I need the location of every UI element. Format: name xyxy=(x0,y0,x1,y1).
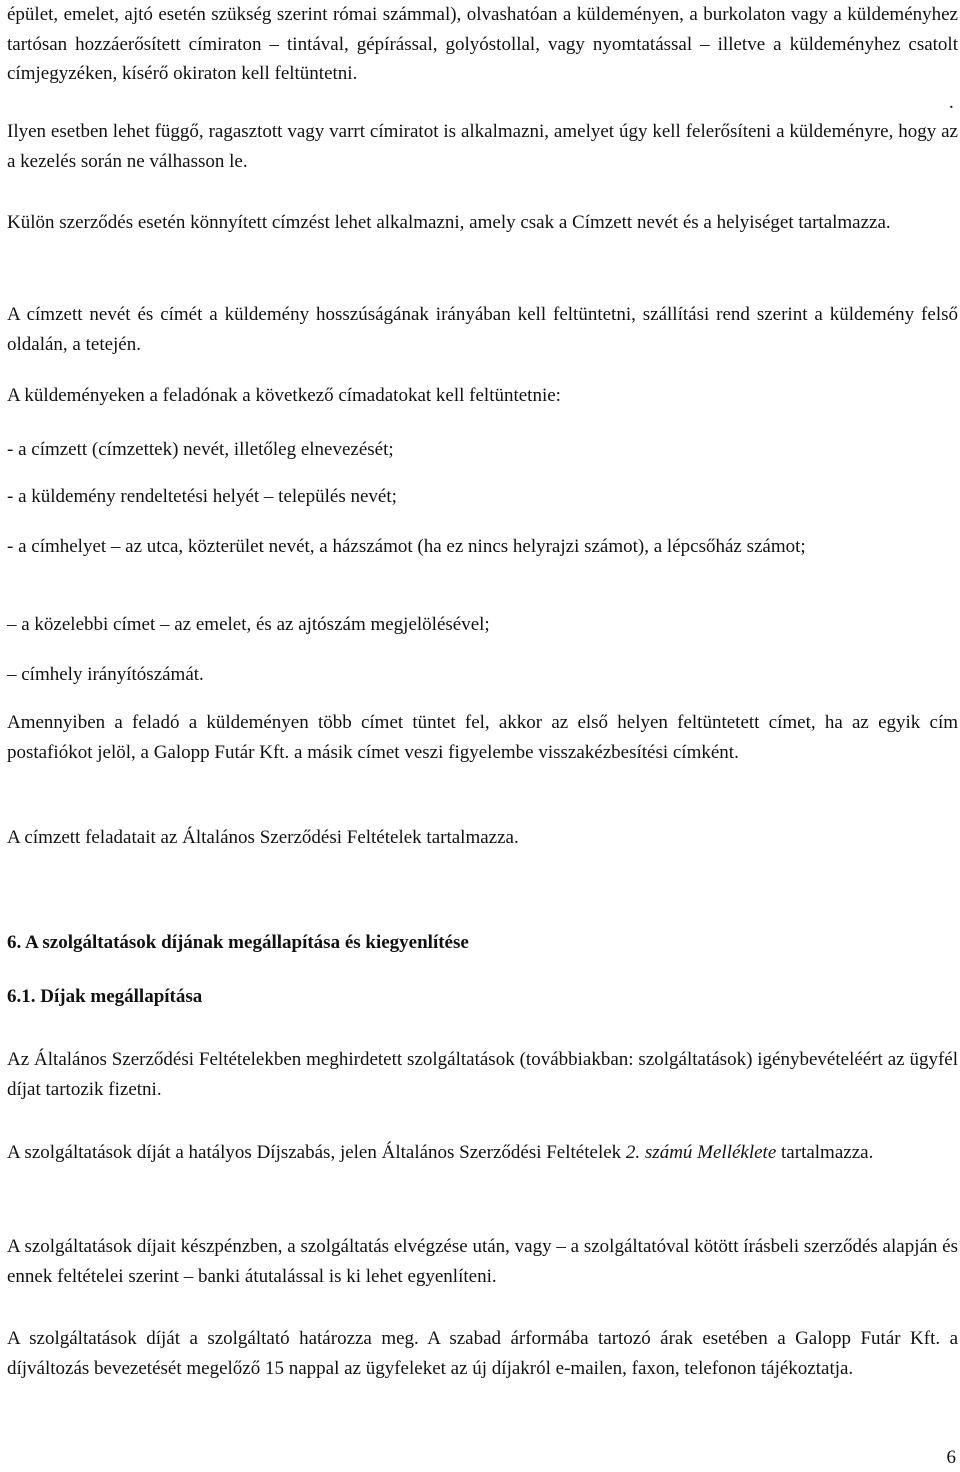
page-number: 6 xyxy=(946,1447,956,1468)
paragraph-hanging-label xyxy=(7,117,958,176)
paragraph-text: Külön szerződés esetén könnyített címzést lehet alkalmazni, amely csak a Címzett nevét és a helyiséget tartalmazza. xyxy=(7,212,891,233)
paragraph-text: Ilyen esetben lehet függő, ragasztott vagy varrt címiratot is alkalmazni, amelyet úgy kell felerősíteni a küldeményre, hogy az a kezelés során ne válhasson le. xyxy=(7,121,958,172)
paragraph-text: A szolgáltatások díjait készpénzben, a szolgáltatás elvégzése után, vagy – a szolgáltatóval kötött írásbeli szerződés alapján és ennek feltételei szerint – banki átutalással is ki lehet egyenlíteni. xyxy=(7,1236,958,1287)
paragraph-text: A küldeményeken a feladónak a következő címadatokat kell feltüntetnie: xyxy=(7,385,561,406)
stray-period: . xyxy=(949,92,954,113)
paragraph-simplified-addressing xyxy=(7,208,958,238)
paragraph-fee-schedule xyxy=(7,1138,958,1168)
paragraph-recipient-duties xyxy=(7,823,958,853)
paragraph-text: tartalmazza. xyxy=(781,1142,874,1163)
section-heading-6: 6. A szolgáltatások díjának megállapítása és kiegyenlítése xyxy=(7,932,469,953)
paragraph-text: épület, emelet, ajtó esetén szükség szerint római számmal), olvashatóan a küldeményen, a burkolaton vagy a küldeményhez tartósan hozzáerősített címiraton – tintával, gépírással, golyóstollal, vagy nyomtatással – illetve a küldeményhez csatolt címjegyzéken, kísérő okiraton kell feltüntetni. xyxy=(7,4,958,84)
paragraph-text: Az Általános Szerződési Feltételekben meghirdetett szolgáltatások (továbbiakban: szolgáltatások) igénybevételéért az ügyfél díjat tartozik fizetni. xyxy=(7,1049,958,1100)
paragraph-service-fees xyxy=(7,1045,958,1104)
list-item-postal-code: – címhely irányítószámát. xyxy=(7,664,204,685)
annex-reference: 2. számú Melléklete xyxy=(625,1142,777,1163)
paragraph-text: Amennyiben a feladó a küldeményen több címet tüntet fel, akkor az első helyen feltüntetett címet, ha az egyik cím postafiókot jelöl, a Galopp Futár Kft. a másik címet veszi figyelembe visszakézbesítési címként. xyxy=(7,712,958,763)
paragraph-text: A címzett nevét és címét a küldemény hosszúságának irányában kell feltüntetni, szállítási rend szerint a küldemény felső oldalán, a tetején. xyxy=(7,304,958,355)
paragraph-price-changes xyxy=(7,1324,958,1383)
list-item-destination: - a küldemény rendeltetési helyét – település nevét; xyxy=(7,486,397,507)
list-item-floor-door: – a közelebbi címet – az emelet, és az ajtószám megjelölésével; xyxy=(7,614,490,635)
paragraph-text: A címzett feladatait az Általános Szerződési Feltételek tartalmazza. xyxy=(7,827,519,848)
paragraph-required-address-data xyxy=(7,381,958,411)
paragraph-text: A szolgáltatások díját a hatályos Díjszabás, jelen Általános Szerződési Feltételek xyxy=(7,1142,622,1163)
paragraph-multiple-addresses xyxy=(7,708,958,767)
list-item-recipient-name: - a címzett (címzettek) nevét, illetőleg elnevezését; xyxy=(7,439,394,460)
paragraph-payment-methods xyxy=(7,1232,958,1291)
list-item-street-address: - a címhelyet – az utca, közterület nevét, a házszámot (ha ez nincs helyrajzi számot), a lépcsőház számot; xyxy=(7,536,806,557)
section-heading-6-1: 6.1. Díjak megállapítása xyxy=(7,986,203,1007)
paragraph-address-orientation xyxy=(7,300,958,359)
paragraph-text: A szolgáltatások díját a szolgáltató határozza meg. A szabad árformába tartozó árak esetében a Galopp Futár Kft. a díjváltozás bevezetését megelőző 15 nappal az ügyfeleket az új díjakról e-mailen, faxon, telefonon tájékoztatja. xyxy=(7,1328,958,1379)
paragraph-address-requirements xyxy=(7,0,958,89)
